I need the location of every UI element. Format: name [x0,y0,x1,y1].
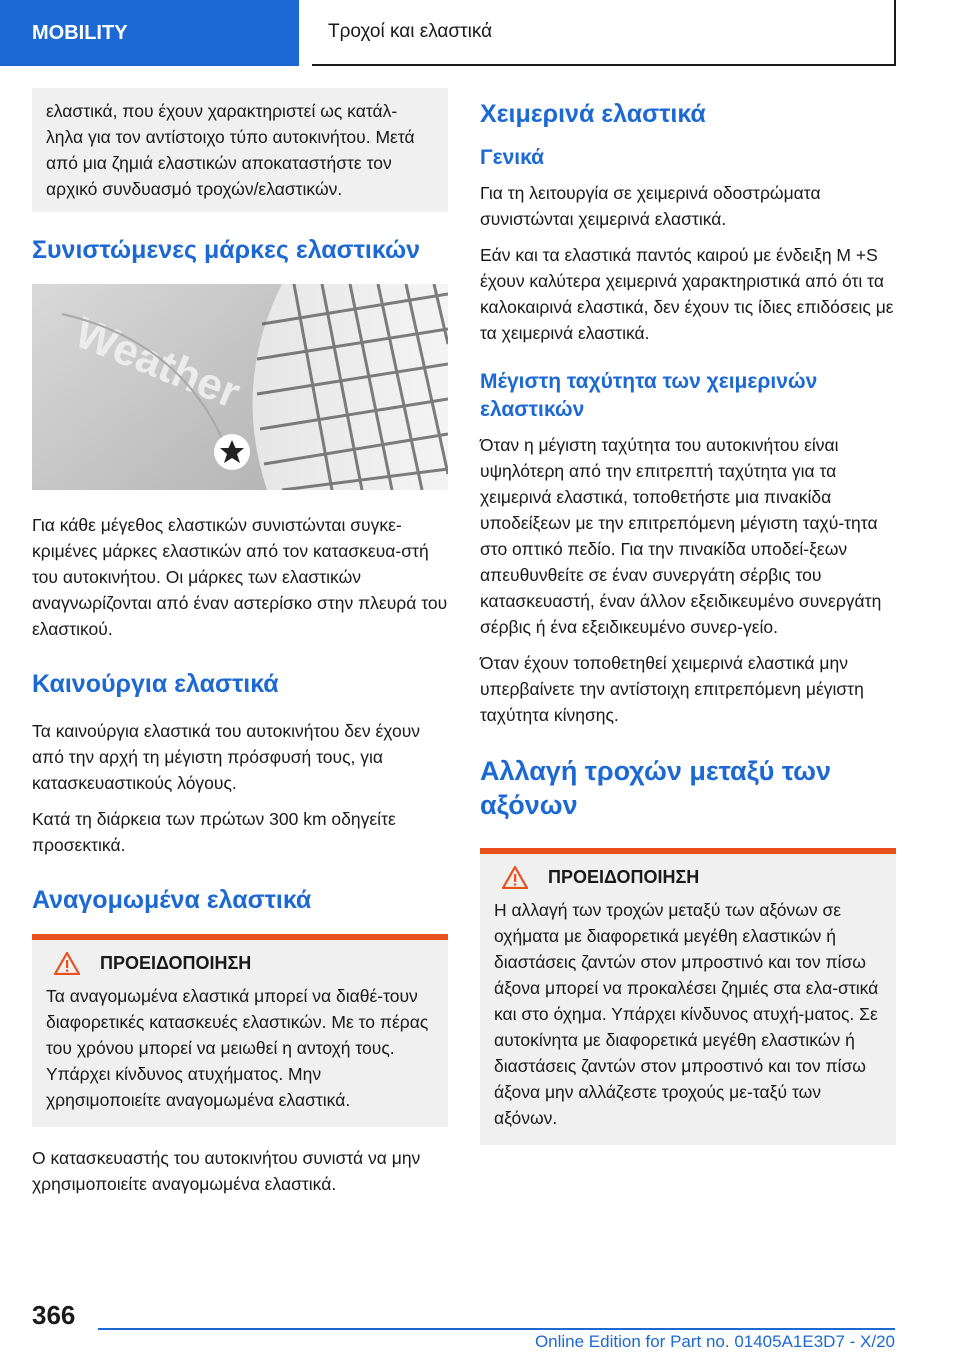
page-header [0,0,960,66]
new-tires-text-2: Κατά τη διάρκεια των πρώτων 300 km οδηγείτε προσεκτικά. [32,809,396,855]
page-footer [0,1290,960,1362]
tire-sidewall-image [32,284,448,490]
footer-divider [98,1328,895,1330]
intro-text: ελαστικά, που έχουν χαρακτηριστεί ως κατάλ-ληλα για τον αντίστοιχο τύπο αυτοκινήτου. Μετά από μια ζημιά ελαστικών αποκαταστήστε τον αρχικό συνδυασμό τροχών/ελαστικών. [46,101,415,199]
recommended-text: Για κάθε μέγεθος ελαστικών συνιστώνται συγκε-κριμένες μάρκες ελαστικών από τον κατασκευα-στή του αυτοκινήτου. Οι μάρκες των ελαστικών αναγνωρίζονται από έναν αστερίσκο στην πλευρά του ελαστικού. [32,515,448,639]
intro-box [32,88,448,212]
general-text-1: Για τη λειτουργία σε χειμερινά οδοστρώματα συνιστώνται χειμερινά ελαστικά. [480,183,821,229]
new-tires-text-1: Τα καινούργια ελαστικά του αυτοκινήτου δεν έχουν από την αρχή τη μέγιστη πρόσφυσή τους, για κατασκευαστικούς λόγους. [32,721,421,793]
edition-text: Online Edition for Part no. 01405A1E3D7 - X/20 [534,1332,895,1351]
heading-retreaded-tires: Αναγομωμένα ελαστικά [32,886,312,914]
right-column [480,88,896,1163]
warning-triangle-icon [502,866,528,889]
left-column [32,88,448,1207]
chapter-title: Τροχοί και ελαστικά [312,0,896,66]
general-text-2: Εάν και τα ελαστικά παντός καιρού με ένδειξη M +S έχουν καλύτερα χειμερινά χαρακτηριστικά από ότι τα καλοκαιρινά ελαστικά, δεν έχουν τις ίδιες επιδόσεις με τα χειμερινά ελαστικά. [480,245,894,343]
warning-triangle-icon [54,952,80,975]
max-speed-text-1: Όταν η μέγιστη ταχύτητα του αυτοκινήτου είναι υψηλότερη από την επιτρεπτή ταχύτητα για τα χειμερινά ελαστικά, τοποθετήστε μια πινακίδα υποδείξεων με την επιτρεπόμενη μέγιστη ταχύ-τητα στο οπτικό πεδίο. Για την πινακίδα υποδεί-ξεων απευθυνθείτε σε έναν συνεργάτη σέρβις του κατασκευαστή, έναν άλλον εξειδικευμένο συνεργάτη σέρβις ή ένα εξειδικευμένο συνερ-γείο. [480,435,882,637]
warning-text: Η αλλαγή των τροχών μεταξύ των αξόνων σε οχήματα με διαφορετικά μεγέθη ελαστικών ή διαστάσεις ζαντών στον μπροστινό και τον πίσω άξονα μπορεί να προκαλέσει ζημιές στα ελα-στικά και στο όχημα. Υπάρχει κίνδυνος ατυχή-ματος. Σε αυτοκίνητα με διαφορετικά μεγέθη ελαστικών ή διαστάσεις ζαντών στον μπροστινό και τον πίσω άξονα μην αλλάζεστε τροχούς με-ταξύ των αξόνων. [494,900,879,1128]
heading-swap-wheels: Αλλαγή τροχών μεταξύ των αξόνων [480,756,831,820]
section-tab[interactable]: MOBILITY [0,0,299,66]
heading-winter-tires: Χειμερινά ελαστικά [480,100,706,128]
warning-box-swap [480,848,896,1145]
heading-new-tires: Καινούργια ελαστικά [32,670,279,698]
heading-max-speed: Μέγιστη ταχύτητα των χειμερινών ελαστικών [480,370,818,421]
warning-title: ΠΡΟΕΙΔΟΠΟΙΗΣΗ [548,867,700,887]
warning-text: Τα αναγομωμένα ελαστικά μπορεί να διαθέ-τουν διαφορετικές κατασκευές ελαστικών. Με το πέρας του χρόνου μπορεί να μειωθεί η αντοχή τους. Υπάρχει κίνδυνος ατυχήματος. Μην χρησιμοποιείτε αναγομωμένα ελαστικά. [46,986,429,1110]
heading-general: Γενικά [480,146,545,169]
page-number: 366 [32,1300,76,1330]
heading-recommended-brands: Συνιστώμενες μάρκες ελαστικών [32,236,421,264]
warning-title: ΠΡΟΕΙΔΟΠΟΙΗΣΗ [100,953,252,973]
warning-box-retreaded [32,934,448,1127]
retreaded-text: Ο κατασκευαστής του αυτοκινήτου συνιστά να μην χρησιμοποιείτε αναγομωμένα ελαστικά. [32,1148,421,1194]
star-icon [214,434,250,470]
tire-brand-text: Weather [68,307,247,419]
max-speed-text-2: Όταν έχουν τοποθετηθεί χειμερινά ελαστικά μην υπερβαίνετε την αντίστοιχη επιτρεπόμενη μέγιστη ταχύτητα κίνησης. [480,653,864,725]
